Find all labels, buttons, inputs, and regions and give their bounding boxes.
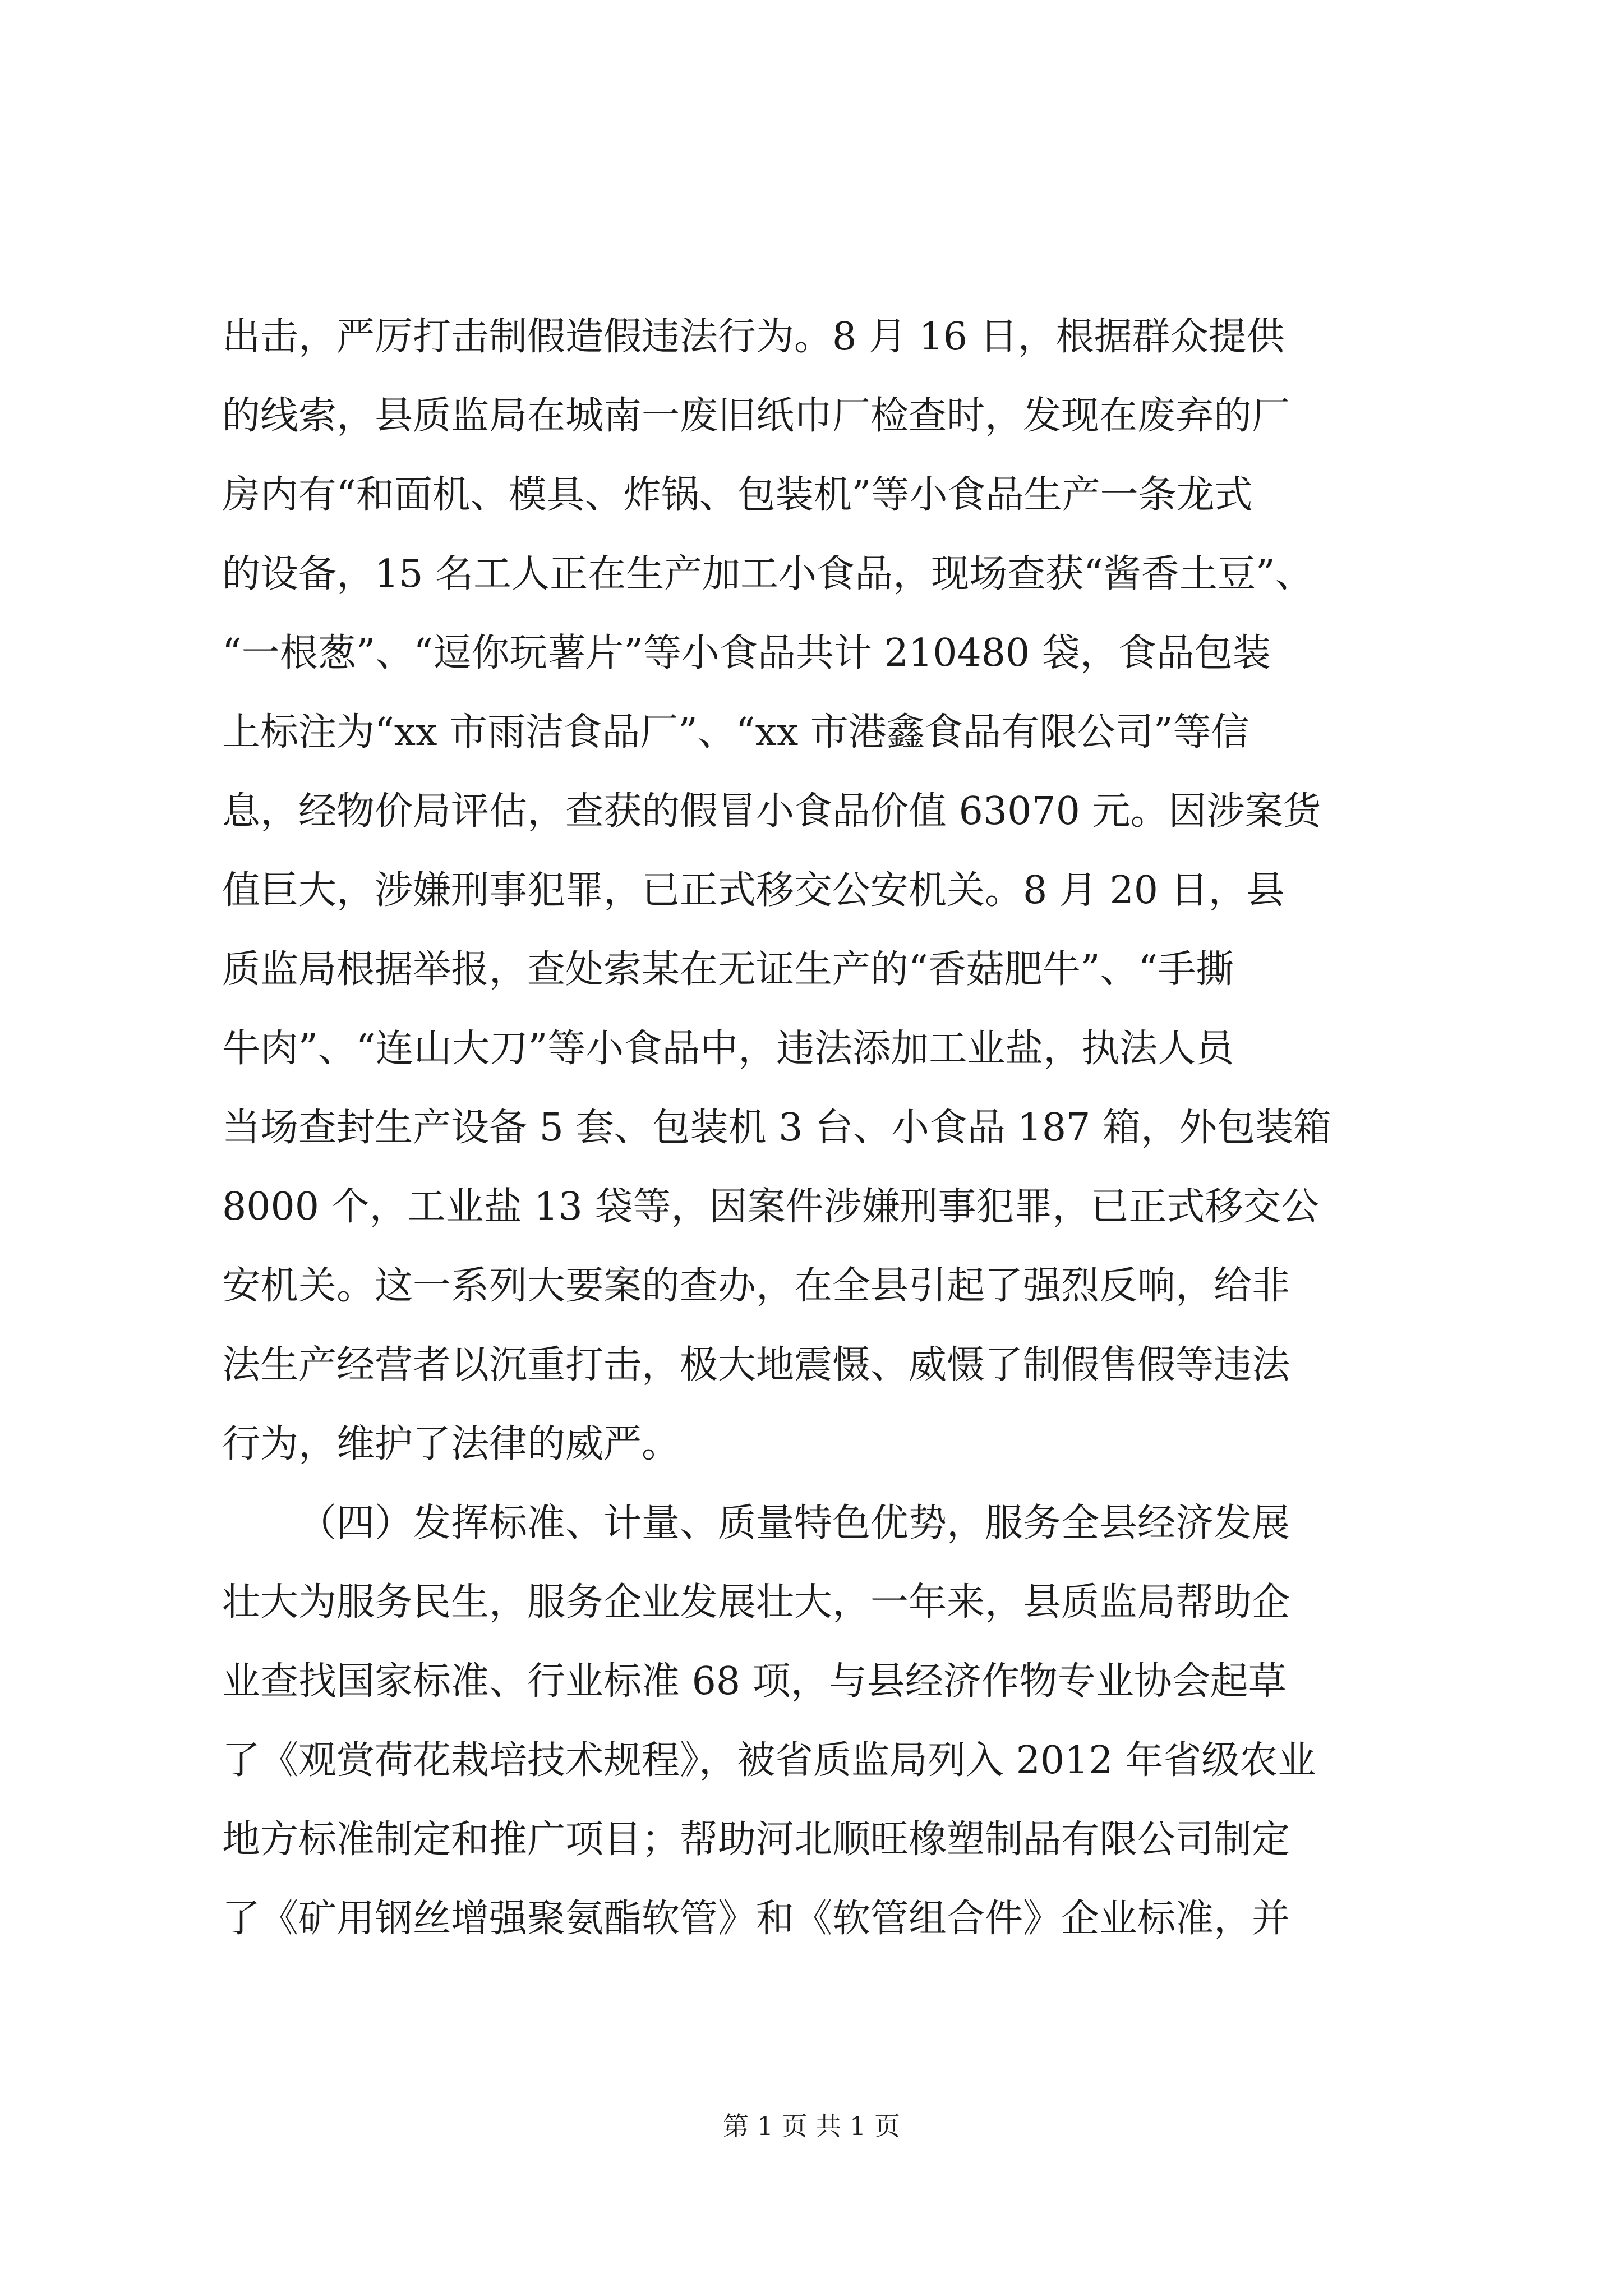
page-footer <box>0 2109 1623 2143</box>
text-line: 出击，严厉打击制假造假违法行为。8 月 16 日，根据群众提供 <box>222 315 1285 359</box>
text-line: 壮大为服务民生，服务企业发展壮大，一年来，县质监局帮助企 <box>222 1580 1290 1625</box>
document-body <box>222 297 1433 1958</box>
text-line: 质监局根据举报，查处索某在无证生产的“香菇肥牛”、“手撕 <box>222 947 1234 992</box>
text-line: 8000 个，工业盐 13 袋等，因案件涉嫌刑事犯罪，已正式移交公 <box>222 1185 1320 1229</box>
text-line: “一根葱”、“逗你玩薯片”等小食品共计 210480 袋，食品包装 <box>222 631 1271 675</box>
page-number-label: 第 1 页 共 1 页 <box>723 2111 900 2141</box>
text-line: 值巨大，涉嫌刑事犯罪，已正式移交公安机关。8 月 20 日，县 <box>222 868 1285 913</box>
text-line: 上标注为“xx 市雨洁食品厂”、“xx 市港鑫食品有限公司”等信 <box>222 710 1249 754</box>
text-line: 业查找国家标准、行业标准 68 项，与县经济作物专业协会起草 <box>222 1659 1287 1704</box>
text-line: 当场查封生产设备 5 套、包装机 3 台、小食品 187 箱，外包装箱 <box>222 1106 1332 1150</box>
text-line: 地方标准制定和推广项目；帮助河北顺旺橡塑制品有限公司制定 <box>222 1818 1290 1862</box>
text-line: 了《矿用钢丝增强聚氨酯软管》和《软管组合件》企业标准，并 <box>222 1897 1290 1941</box>
text-line: 息，经物价局评估，查获的假冒小食品价值 63070 元。因涉案货 <box>222 789 1321 834</box>
text-line: 法生产经营者以沉重打击，极大地震慑、威慑了制假售假等违法 <box>222 1343 1290 1387</box>
text-line: 的设备，15 名工人正在生产加工小食品，现场查获“酱香土豆”、 <box>222 552 1313 596</box>
text-line: 行为，维护了法律的威严。 <box>222 1422 680 1466</box>
text-line: 牛肉”、“连山大刀”等小食品中，违法添加工业盐，执法人员 <box>222 1027 1234 1071</box>
text-line: 了《观赏荷花栽培技术规程》，被省质监局列入 2012 年省级农业 <box>222 1738 1316 1783</box>
text-line: 安机关。这一系列大要案的查办，在全县引起了强烈反响，给非 <box>222 1264 1290 1308</box>
text-line: 房内有“和面机、模具、炸锅、包装机”等小食品生产一条龙式 <box>222 473 1253 517</box>
text-line: （四）发挥标准、计量、质量特色优势，服务全县经济发展 <box>298 1501 1290 1545</box>
text-line: 的线索，县质监局在城南一废旧纸巾厂检查时，发现在废弃的厂 <box>222 394 1290 438</box>
